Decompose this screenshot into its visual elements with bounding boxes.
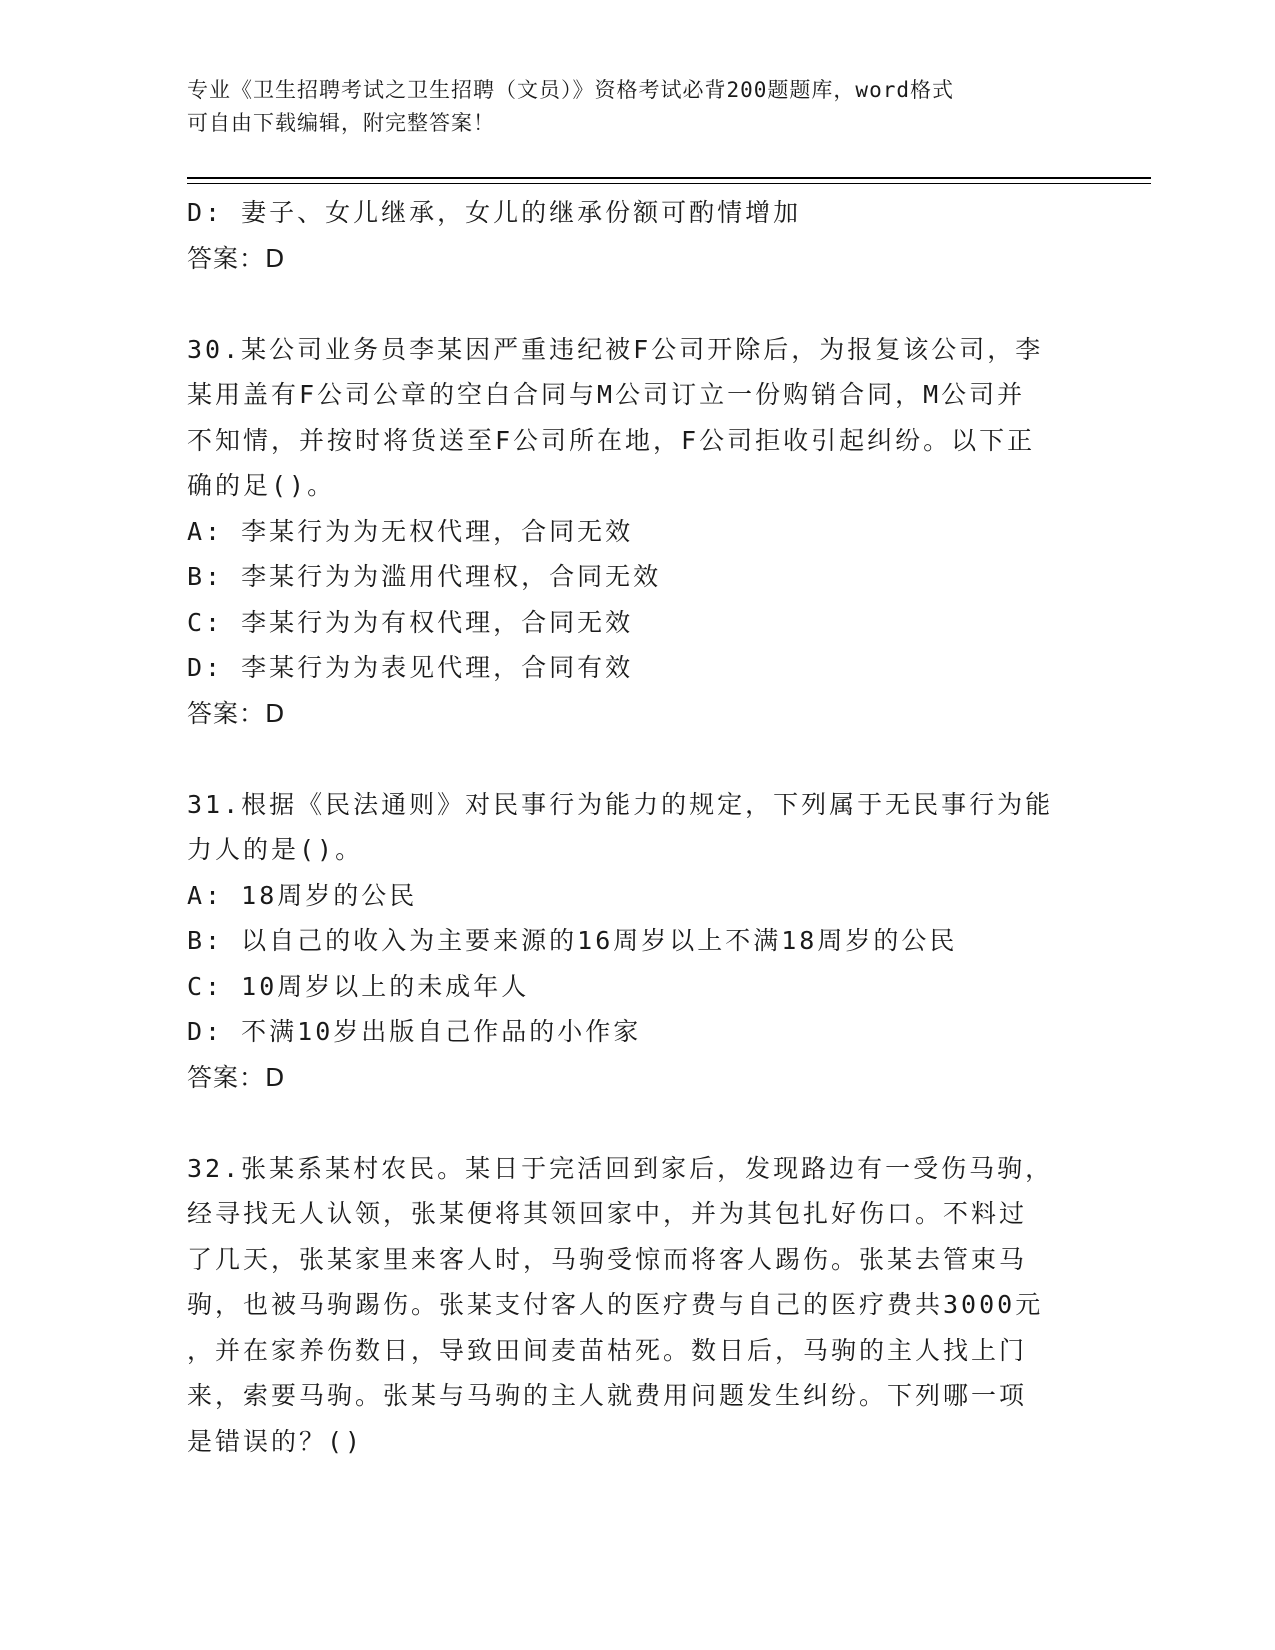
prev-option-d: D: 妻子、女儿继承，女儿的继承份额可酌情增加 <box>187 198 802 227</box>
prev-answer: 答案：D <box>187 243 286 273</box>
question-30-option-a: A: 李某行为为无权代理，合同无效 <box>187 516 634 546</box>
question-30-answer: 答案：D <box>187 698 286 728</box>
question-30-option-d: D: 李某行为为表见代理，合同有效 <box>187 653 634 682</box>
question-30-line-2: 某用盖有F公司公章的空白合同与M公司订立一份购销合同，M公司并 <box>187 380 1026 409</box>
question-31-line-1: 31.根据《民法通则》对民事行为能力的规定，下列属于无民事行为能 <box>187 789 1054 819</box>
question-32-line-4: 驹，也被马驹踢伤。张某支付客人的医疗费与自己的医疗费共3000元 <box>187 1290 1044 1319</box>
question-31 <box>187 782 1087 1101</box>
spacer <box>187 281 1087 327</box>
question-32-line-3: 了几天，张某家里来客人时，马驹受惊而将客人踢伤。张某去管束马 <box>187 1244 1028 1274</box>
header-title-line-2: 可自由下载编辑，附完整答案！ <box>187 111 495 135</box>
question-30-line-3: 不知情，并按时将货送至F公司所在地，F公司拒收引起纠纷。以下正 <box>187 425 1036 455</box>
question-32-line-6: 来，索要马驹。张某与马驹的主人就费用问题发生纠纷。下列哪一项 <box>187 1381 1028 1410</box>
question-30 <box>187 327 1087 737</box>
header-divider-thin <box>187 183 1151 184</box>
question-32-line-2: 经寻找无人认领，张某便将其领回家中，并为其包扎好伤口。不料过 <box>187 1199 1028 1228</box>
page-header <box>187 74 1087 140</box>
header-divider-thick <box>187 177 1151 179</box>
question-32-line-7: 是错误的？() <box>187 1426 364 1456</box>
question-content <box>187 190 1087 1464</box>
question-31-option-b: B: 以自己的收入为主要来源的16周岁以上不满18周岁的公民 <box>187 926 958 955</box>
question-31-option-d: D: 不满10岁出版自己作品的小作家 <box>187 1017 642 1046</box>
question-31-line-2: 力人的是()。 <box>187 835 364 864</box>
question-30-line-1: 30.某公司业务员李某因严重违纪被F公司开除后，为报复该公司，李 <box>187 334 1044 364</box>
question-31-option-c: C: 10周岁以上的未成年人 <box>187 971 530 1001</box>
question-30-line-4: 确的足()。 <box>187 471 336 500</box>
header-title-line-1: 专业《卫生招聘考试之卫生招聘（文员）》资格考试必背200题题库，word格式 <box>187 78 954 102</box>
question-32-line-5: ，并在家养伤数日，导致田间麦苗枯死。数日后，马驹的主人找上门 <box>187 1335 1028 1365</box>
question-30-option-b: B: 李某行为为滥用代理权，合同无效 <box>187 562 662 591</box>
question-32 <box>187 1146 1087 1465</box>
question-30-option-c: C: 李某行为为有权代理，合同无效 <box>187 607 634 637</box>
spacer <box>187 736 1087 782</box>
spacer <box>187 1100 1087 1146</box>
question-31-answer: 答案：D <box>187 1062 286 1092</box>
question-31-option-a: A: 18周岁的公民 <box>187 880 418 910</box>
question-32-line-1: 32.张某系某村农民。某日于完活回到家后，发现路边有一受伤马驹， <box>187 1153 1054 1183</box>
